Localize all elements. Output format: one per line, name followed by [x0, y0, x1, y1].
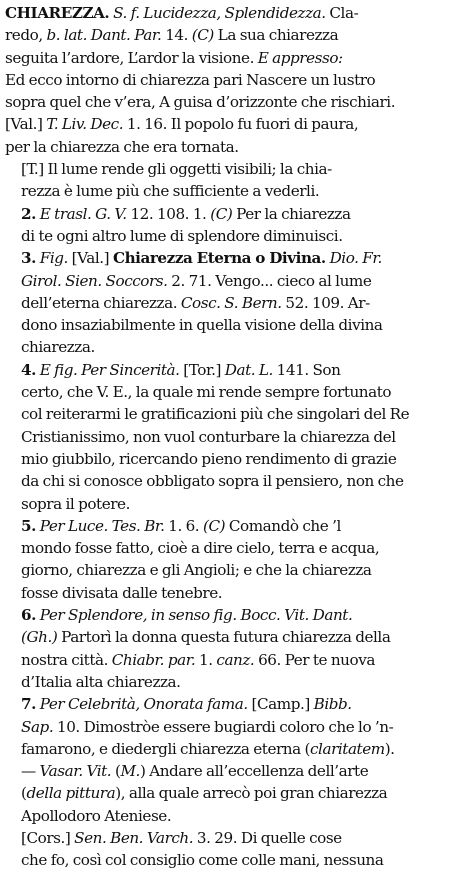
italic-text: claritatem [310, 739, 385, 758]
text-line [5, 91, 469, 113]
plain-text: ). [384, 739, 395, 758]
text-line [5, 782, 469, 804]
text-line [5, 225, 469, 247]
plain-text: [Val.] [5, 115, 47, 134]
plain-text: 10. Dimostròe essere bugiardi coloro che lo ’n- [53, 717, 394, 736]
plain-text: [T.] Il lume rende gli oggetti visibili; la chia- [21, 160, 332, 179]
text-line [5, 649, 469, 671]
text-line [5, 626, 469, 648]
italic-text: Vasar. Vit. [39, 762, 112, 781]
text-line [5, 381, 469, 403]
plain-text: certo, che V. E., la quale mi rende sempre fortunato [21, 383, 392, 402]
plain-text: [Camp.] [247, 695, 314, 714]
text-line [5, 738, 469, 760]
plain-text: [Tor.] [179, 360, 225, 379]
italic-text: Cosc. S. Bern. [180, 293, 282, 312]
plain-text: ( [111, 762, 121, 781]
plain-text: col reiterarmi le gratificazioni più che singolari del Re [21, 405, 410, 424]
text-line [5, 604, 469, 626]
entry-sense-5 [5, 515, 469, 604]
entry-sense-4 [5, 359, 469, 515]
text-line [5, 493, 469, 515]
italic-text: M. [120, 762, 140, 781]
plain-text: 12. 108. 1. [126, 204, 211, 223]
italic-text: Per Luce. Tes. Br. [39, 516, 165, 535]
bold-text: 4. [21, 360, 36, 379]
text-line [5, 292, 469, 314]
text-line [5, 203, 469, 225]
plain-text: rezza è lume più che sufficiente a vederli. [21, 182, 320, 201]
plain-text: per la chiarezza che era tornata. [5, 137, 239, 156]
text-line [5, 24, 469, 46]
plain-text: chiarezza. [21, 338, 95, 357]
plain-text: di te ogni altro lume di splendore diminuisci. [21, 226, 343, 245]
bold-text: 5. [21, 516, 36, 535]
italic-text: Fig. [39, 249, 68, 268]
italic-text: (C) [210, 204, 233, 223]
plain-text: redo, [5, 26, 47, 45]
plain-text: sopra quel che v’era, A guisa d’orizzonte che rischiari. [5, 93, 396, 112]
plain-text: famarono, e diedergli chiarezza eterna ( [21, 739, 310, 758]
bold-text: 7. [21, 695, 36, 714]
italic-text: Sap. [21, 717, 54, 736]
plain-text: 52. 109. Ar- [281, 293, 370, 312]
italic-text: Dio. Fr. [329, 249, 382, 268]
plain-text: mondo fosse fatto, cioè a dire cielo, terra e acqua, [21, 539, 380, 558]
plain-text: 14. [161, 26, 192, 45]
plain-text: d’Italia alta chiarezza. [21, 672, 181, 691]
entry-sense-8 [5, 827, 469, 872]
italic-text: Per Splendore, in senso fig. Bocc. Vit. Dant. [39, 606, 353, 625]
plain-text: seguita l’ardore, L’ardor la visione. [5, 48, 258, 67]
italic-text: Dat. L. [224, 360, 273, 379]
text-line [5, 537, 469, 559]
italic-text: Girol. Sien. Soccors. [21, 271, 168, 290]
italic-text: b. lat. Dant. Par. [46, 26, 162, 45]
text-line [5, 403, 469, 425]
plain-text: — [21, 762, 40, 781]
plain-text: che fo, così col consiglio come colle mani, nessuna [21, 851, 384, 870]
plain-text: 66. Per te nuova [254, 650, 375, 669]
text-line [5, 359, 469, 381]
plain-text: Cla- [325, 4, 359, 22]
bold-text: CHIAREZZA. [5, 4, 110, 22]
italic-text: Bibb. [313, 695, 352, 714]
italic-text: E appresso: [257, 48, 343, 67]
text-line [5, 849, 469, 871]
italic-text: (C) [202, 516, 226, 535]
plain-text: La sua chiarezza [213, 26, 339, 45]
plain-text: [Val.] [67, 249, 113, 268]
italic-text: canz. [216, 650, 255, 669]
text-line [5, 113, 469, 135]
plain-text: Per la chiarezza [232, 204, 351, 223]
italic-text: E trasl. G. V. [39, 204, 127, 223]
text-line [5, 2, 469, 24]
text-line [5, 805, 469, 827]
text-line [5, 716, 469, 738]
italic-text: S. f. Lucidezza, Splendidezza. [113, 4, 326, 22]
italic-text: E fig. Per Sincerità. [39, 360, 180, 379]
plain-text: Partorì la donna questa futura chiarezza della [57, 628, 391, 647]
plain-text: giorno, chiarezza e gli Angioli; e che la chiarezza [21, 561, 372, 580]
italic-text: Chiabr. par. [111, 650, 196, 669]
plain-text: 141. Son [272, 360, 341, 379]
bold-text: Chiarezza Eterna o Divina. [112, 249, 326, 268]
plain-text: ) Andare all’eccellenza dell’arte [139, 762, 369, 781]
plain-text: Comandò che ’l [225, 516, 341, 535]
text-line [5, 426, 469, 448]
text-line [5, 270, 469, 292]
plain-text: Apollodoro Ateniese. [21, 806, 172, 825]
text-line [5, 448, 469, 470]
plain-text: nostra città. [21, 650, 112, 669]
plain-text: dell’eterna chiarezza. [21, 293, 181, 312]
entry-sense-1 [5, 158, 469, 203]
italic-text: (C) [191, 26, 214, 45]
plain-text: ( [21, 784, 27, 803]
plain-text: Ed ecco intorno di chiarezza pari Nascere un lustro [5, 70, 376, 89]
text-line [5, 559, 469, 581]
text-line [5, 515, 469, 537]
italic-text: Per Celebrità, Onorata fama. [39, 695, 248, 714]
plain-text: da chi si conosce obbligato sopra il pensiero, non che [21, 472, 404, 491]
entry-sense-3 [5, 247, 469, 358]
text-line [5, 180, 469, 202]
entry-sense-6 [5, 604, 469, 693]
plain-text: 1. 6. [164, 516, 203, 535]
text-line [5, 827, 469, 849]
italic-text: T. Liv. Dec. [46, 115, 124, 134]
entry-sense-7 [5, 693, 469, 827]
text-line [5, 136, 469, 158]
text-line [5, 69, 469, 91]
plain-text: dono insaziabilmente in quella visione della divina [21, 316, 383, 335]
bold-text: 3. [21, 249, 36, 268]
plain-text: Cristianissimo, non vuol conturbare la chiarezza del [21, 427, 396, 446]
text-line [5, 582, 469, 604]
text-line [5, 158, 469, 180]
entry-sense-0 [5, 2, 469, 158]
plain-text: 3. 29. Di quelle cose [193, 828, 342, 847]
italic-text: (Gh.) [21, 628, 58, 647]
plain-text: mio giubbilo, ricercando pieno rendimento di grazie [21, 449, 397, 468]
text-line [5, 470, 469, 492]
text-line [5, 760, 469, 782]
plain-text: fosse divisata dalle tenebre. [21, 583, 223, 602]
text-line [5, 693, 469, 715]
text-line [5, 336, 469, 358]
bold-text: 6. [21, 606, 36, 625]
plain-text: 2. 71. Vengo... cieco al lume [167, 271, 372, 290]
text-line [5, 671, 469, 693]
plain-text: sopra il potere. [21, 494, 130, 513]
plain-text: [Cors.] [21, 828, 75, 847]
plain-text: ), alla quale arrecò poi gran chiarezza [115, 784, 388, 803]
italic-text: della pittura [26, 784, 116, 803]
text-line [5, 247, 469, 269]
text-line [5, 314, 469, 336]
plain-text: 1. 16. Il popolo fu fuori di paura, [123, 115, 359, 134]
bold-text: 2. [21, 204, 36, 223]
italic-text: Sen. Ben. Varch. [74, 828, 194, 847]
plain-text: 1. [195, 650, 217, 669]
text-line [5, 47, 469, 69]
entry-sense-2 [5, 203, 469, 248]
